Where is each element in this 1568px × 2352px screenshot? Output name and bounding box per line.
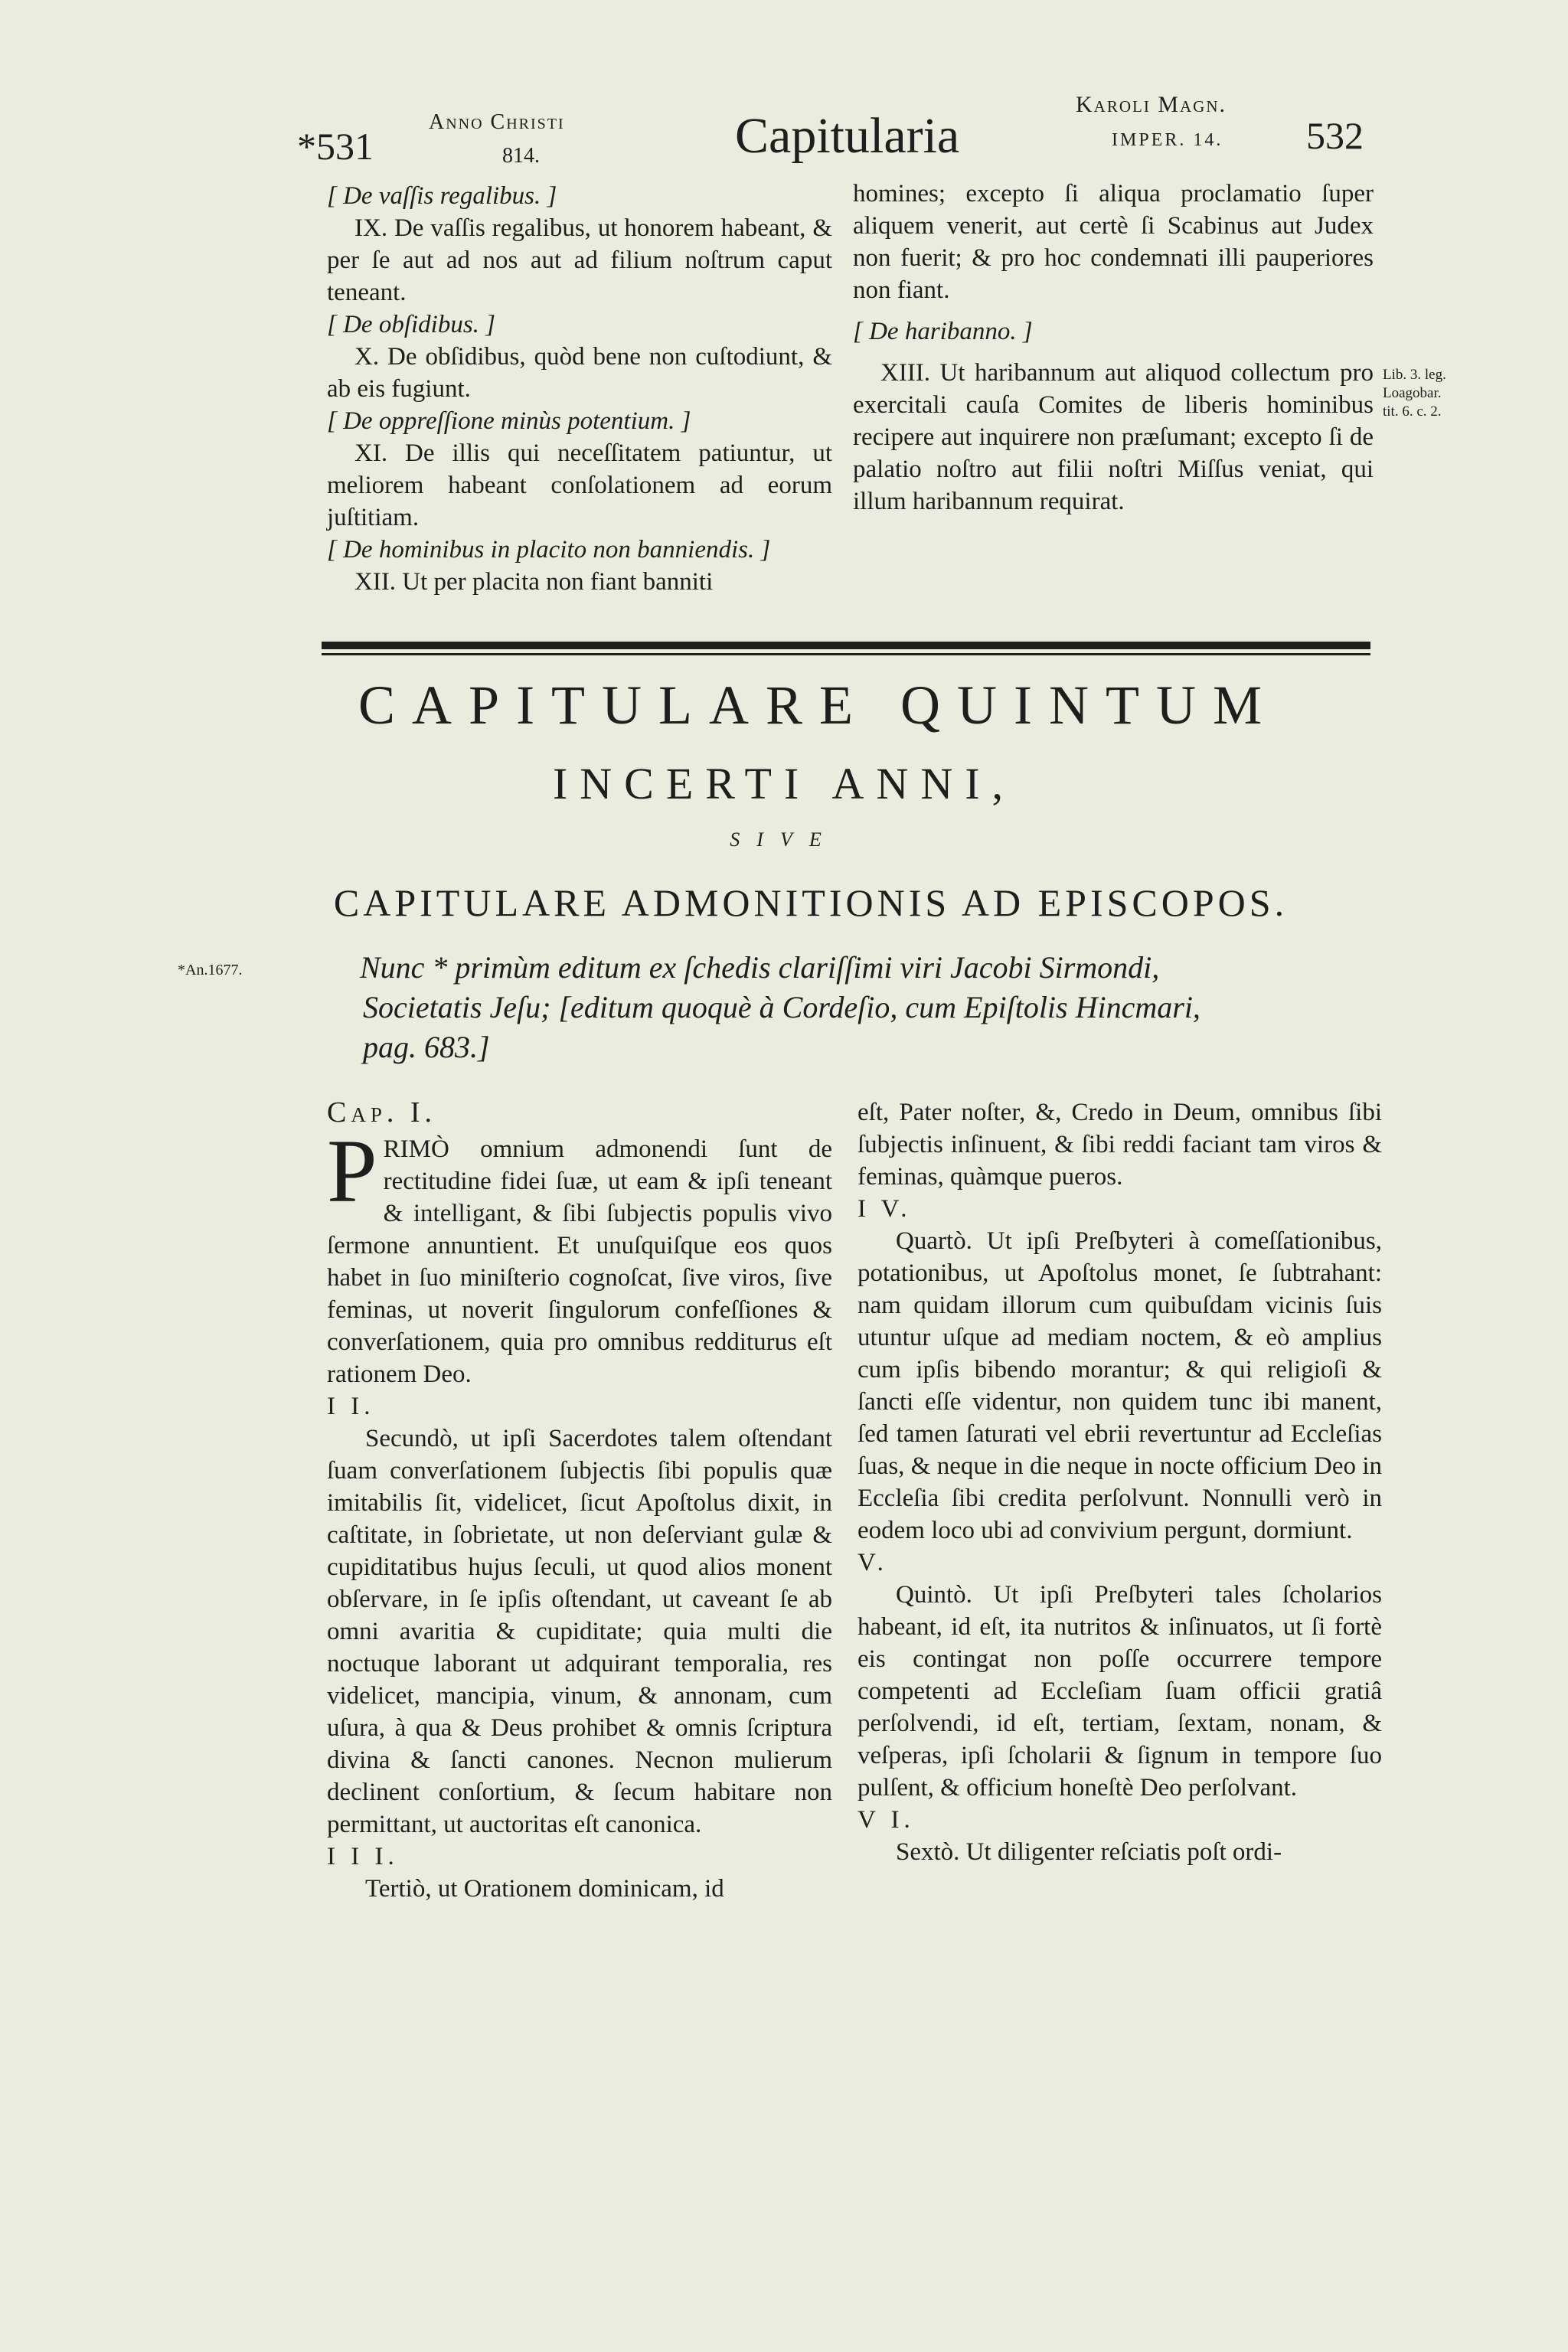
section-rule-thin	[322, 653, 1370, 655]
page-number-left: *531	[297, 125, 374, 168]
article-xii: XII. Ut per placita non fiant banniti	[354, 568, 714, 596]
chapter-i-body: RIMÒ omnium admonendi ſunt de rectitudine fidei ſuæ, ut eam & ipſi teneant & intelligant, & ſibi ſubjectis populis vivo ſermone annuntient. Et unuſquiſque eos quos habet in ſuo miniſterio cognoſcat, ſive viros, ſive feminas, ut noverit ſingulorum confeſſiones & converſationem, quia pro omnibus redditurus eſt rationem Deo.	[327, 1135, 832, 1388]
running-header	[0, 77, 1568, 176]
chapter-number: I I.	[327, 1393, 375, 1420]
edition-note-line: Nunc * primùm editum ex ſchedis clariſſimi viri Jacobi Sirmondi,	[360, 950, 1160, 985]
chapter-iii-continuation: eſt, Pater noſter, &, Credo in Deum, omnibus ſibi ſubjectis inſinuent, & ſibi reddi faciant tam viros & feminas, quàmque pueros.	[858, 1099, 1382, 1191]
drop-cap: P	[327, 1121, 377, 1221]
rubric: [ De hominibus in placito non banniendis. ]	[327, 536, 771, 564]
chapter-vi-text: Sextò. Ut diligenter reſciatis poſt ordi-	[896, 1838, 1282, 1866]
header-imper: IMPER. 14.	[1112, 130, 1223, 150]
chapter-number: I I I.	[327, 1843, 399, 1870]
margin-note-line: Lib. 3. leg.	[1383, 367, 1446, 383]
margin-note-line: tit. 6. c. 2.	[1383, 403, 1442, 420]
margin-note-left: *An.1677.	[178, 962, 243, 978]
body-right-column	[858, 1096, 1382, 1868]
header-karoli-magn: Karoli Magn.	[1076, 92, 1227, 117]
title-incerti-anni: INCERTI ANNI,	[552, 759, 1016, 808]
chapter-i-text	[327, 1121, 832, 1390]
article-xi: XI. De illis qui neceſſitatem patiuntur, ut meliorem habeant conſolationem ad eorum juſtitiam.	[327, 439, 832, 531]
chapter-iv-text: Quartò. Ut ipſi Preſbyteri à comeſſationibus, potationibus, ut Apoſtolus monet, ſe ſubtrahant: nam quidam illorum cum quibuſdam vicinis ſuis utuntur uſque ad mediam noctem, & eò amplius cum ipſis bibendo morantur; & qui religioſi & ſancti eſſe videntur, non quidem tunc ibi manent, ſed tamen ſaturati vel ebrii revertuntur ad Eccleſias ſuas, & neque in die neque in nocte officium Deo in Eccleſia ſibi credita perſolvunt. Nonnulli verò in eodem loco ubi ad convivium pergunt, dormiunt.	[858, 1227, 1382, 1544]
edition-note	[360, 948, 1378, 1067]
edition-note-line: Societatis Jeſu; [editum quoquè à Cordeſio, cum Epiſtolis Hincmari,	[363, 990, 1200, 1024]
article-ix: IX. De vaſſis regalibus, ut honorem habeant, & per ſe aut ad nos aut ad filium noſtrum caput teneant.	[327, 214, 832, 306]
edition-note-line: pag. 683.]	[363, 1030, 490, 1064]
header-anno-christi: Anno Christi	[429, 110, 565, 134]
rubric: [ De oppreſſione minùs potentium. ]	[327, 407, 691, 435]
top-right-column	[853, 178, 1374, 518]
rubric: [ De vaſſis regalibus. ]	[327, 182, 557, 210]
title-capitulare-quintum: CAPITULARE QUINTUM	[358, 675, 1279, 736]
header-year: 814.	[502, 144, 540, 168]
chapter-number: V I.	[858, 1806, 915, 1834]
page-number-right: 532	[1306, 114, 1364, 157]
body-left-column	[327, 1096, 832, 1905]
chapter-v-text: Quintò. Ut ipſi Preſbyteri tales ſcholarios habeant, id eſt, ita nutritos & inſinuatos, ut ſi fortè eis contingat non poſſe occurrere tempore competenti ad Eccleſiam ſuam officii gratiâ perſolvendi, id eſt, tertiam, ſextam, nonam, & veſperas, ipſi ſcholarii & ſignum in tempore ſuo pulſent, & officium honeſtè Deo perſolvant.	[858, 1581, 1382, 1802]
title-admonitionis: CAPITULARE ADMONITIONIS AD EPISCOPOS.	[333, 881, 1289, 924]
rubric: [ De haribanno. ]	[853, 318, 1033, 345]
chapter-ii-text: Secundò, ut ipſi Sacerdotes talem oſtendant ſuam converſationem ſubjectis ſibi populis quæ imitabilis ſit, videlicet, ſicut Apoſtolus dixit, in caſtitate, in ſobrietate, ut non deſerviant gulæ & cupiditatibus hujus ſeculi, ut quod alios monent obſervare, in ſe ipſis oſtendant, ut caveant ſe ab omni avaritia & cupiditate; quia multi die noctuque laborant ut adquirant temporalia, res videlicet, mancipia, vinum, & annonam, cum uſura, à qua & Deus prohibet & omnis ſcriptura divina & ſancti canones. Necnon mulierum declinent conſortium, & ſecum habitare non permittant, ut auctoritas eſt canonica.	[327, 1425, 832, 1838]
continuation-paragraph: homines; excepto ſi aliqua proclamatio ſuper aliquem venerit, aut certè ſi Scabinus aut Judex non fuerit; & pro hoc condemnati illi pauperiores non fiant.	[853, 180, 1374, 304]
header-title: Capitularia	[735, 108, 960, 164]
article-x: X. De obſidibus, quòd bene non cuſtodiunt, & ab eis fugiunt.	[327, 343, 832, 403]
chapter-number: V.	[858, 1549, 888, 1576]
margin-note-line: Loagobar.	[1383, 385, 1442, 401]
chapter-iii-text: Tertiò, ut Orationem dominicam, id	[365, 1875, 724, 1903]
chapter-heading: Cap. I.	[327, 1096, 437, 1129]
margin-note-right	[1383, 366, 1475, 421]
section-rule-thick	[322, 642, 1370, 649]
title-sive: SIVE	[730, 828, 838, 851]
chapter-number: I V.	[858, 1195, 912, 1223]
article-xiii: XIII. Ut haribannum aut aliquod collectum pro exercitali cauſa Comites de liberis hominibus recipere aut inquirere non præſumant; excepto ſi de palatio noſtro aut filii noſtri Miſſus veniat, qui illum haribannum requirat.	[853, 359, 1374, 515]
rubric: [ De obſidibus. ]	[327, 311, 496, 338]
top-left-column	[327, 180, 832, 598]
